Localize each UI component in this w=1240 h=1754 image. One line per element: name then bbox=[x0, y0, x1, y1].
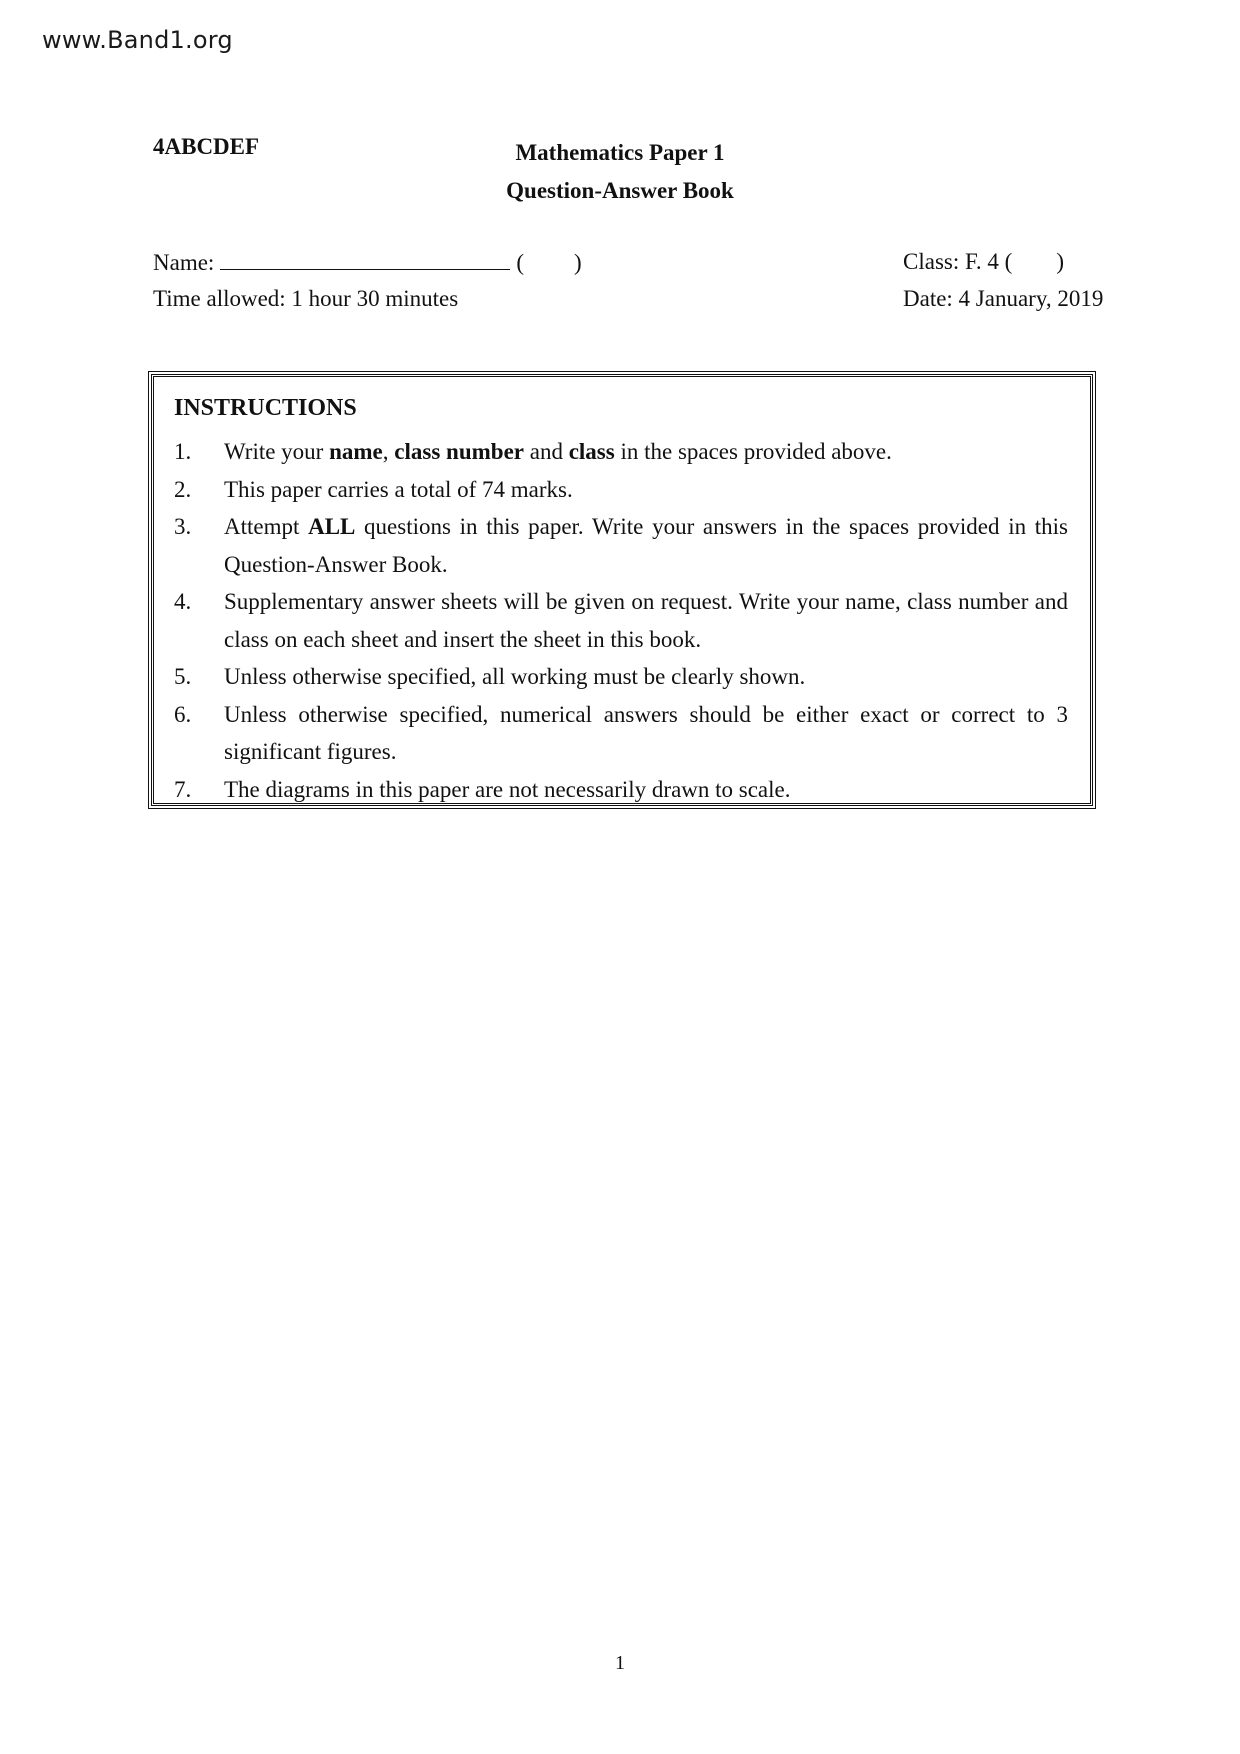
instruction-text bbox=[224, 508, 1068, 583]
instructions-heading: INSTRUCTIONS bbox=[174, 395, 357, 421]
instruction-number: 5. bbox=[174, 664, 192, 689]
instruction-text bbox=[224, 471, 1068, 509]
instruction-bold-term: class bbox=[568, 439, 615, 464]
paper-subtitle: Question-Answer Book bbox=[506, 178, 734, 203]
name-blank-line bbox=[220, 249, 510, 270]
instruction-item bbox=[174, 583, 1068, 658]
instruction-text-part: Unless otherwise specified, numerical answers should be either exact or correct to 3 significant figures. bbox=[224, 701, 1068, 764]
instruction-text bbox=[224, 771, 1068, 809]
instruction-number: 4. bbox=[174, 589, 192, 614]
instruction-item bbox=[174, 471, 1068, 509]
name-label: Name: bbox=[153, 250, 215, 275]
instruction-number: 2. bbox=[174, 476, 192, 502]
instructions-box bbox=[151, 374, 1093, 806]
instruction-text bbox=[224, 696, 1068, 771]
class-label: Class: F. 4 ( bbox=[903, 249, 1013, 274]
instruction-text-part: Write your bbox=[224, 439, 330, 464]
instruction-item bbox=[174, 696, 1068, 771]
instruction-text-part: This paper carries a total of 74 marks. bbox=[224, 476, 573, 502]
instruction-item bbox=[174, 771, 1068, 809]
name-row bbox=[153, 249, 582, 276]
class-number-paren-close: ) bbox=[573, 250, 582, 275]
instruction-number: 3. bbox=[174, 514, 192, 539]
class-code: 4ABCDEF bbox=[153, 134, 260, 159]
instruction-text-part: The diagrams in this paper are not necessarily drawn to scale. bbox=[224, 776, 791, 802]
instruction-item bbox=[174, 433, 1068, 471]
title-block bbox=[420, 134, 820, 210]
instruction-text-part: , bbox=[382, 439, 395, 464]
class-number-paren-open: ( bbox=[516, 250, 524, 275]
instruction-bold-term: name bbox=[329, 439, 383, 464]
watermark-url: www.Band1.org bbox=[42, 26, 233, 54]
instruction-text-part: and bbox=[523, 439, 569, 464]
instruction-text-part: Unless otherwise specified, all working must be clearly shown. bbox=[224, 664, 806, 689]
instructions-list bbox=[174, 433, 1068, 808]
instruction-text-part: in the spaces provided above. bbox=[614, 439, 892, 464]
class-paren-close: ) bbox=[1056, 249, 1065, 274]
time-allowed: Time allowed: 1 hour 30 minutes bbox=[153, 286, 459, 311]
exam-date: Date: 4 January, 2019 bbox=[903, 286, 1104, 311]
instruction-text-part: Attempt bbox=[224, 514, 309, 539]
instruction-number: 1. bbox=[174, 439, 192, 464]
instruction-number: 6. bbox=[174, 701, 192, 727]
instruction-number: 7. bbox=[174, 776, 192, 802]
instruction-text bbox=[224, 433, 1068, 471]
instruction-text-part: Supplementary answer sheets will be given on request. Write your name, class number and class on each sheet and insert the sheet in this book. bbox=[224, 589, 1068, 652]
instruction-text bbox=[224, 583, 1068, 658]
instruction-bold-term: ALL bbox=[308, 514, 356, 539]
instruction-bold-term: class number bbox=[394, 439, 524, 464]
instruction-item bbox=[174, 508, 1068, 583]
instruction-text-part: questions in this paper. Write your answers in the spaces provided in this Question-Answer Book. bbox=[224, 514, 1068, 577]
instruction-item bbox=[174, 658, 1068, 696]
paper-title: Mathematics Paper 1 bbox=[515, 140, 725, 165]
instruction-text bbox=[224, 658, 1068, 696]
page-number: 1 bbox=[615, 1652, 625, 1674]
class-row bbox=[903, 249, 1064, 275]
